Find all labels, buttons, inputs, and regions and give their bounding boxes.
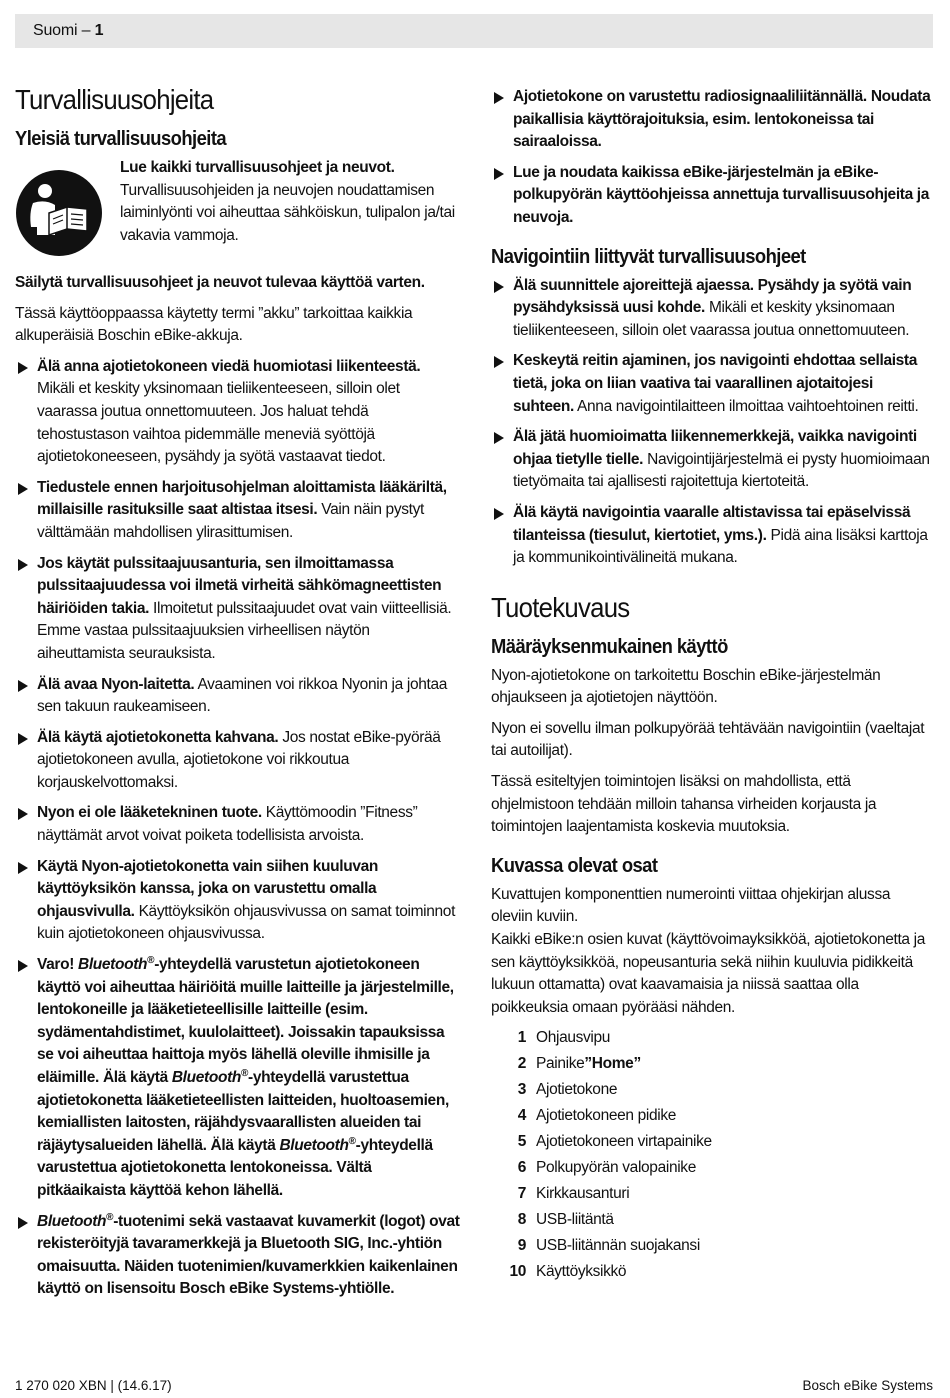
list-item: 4 Ajotietokoneen pidike [517,1107,677,1125]
list-item: 1 Ohjausvipu [517,1029,611,1047]
parts-paragraph-1: Kuvattujen komponenttien numerointi viittaa ohjekirjan alussa oleviin kuviin. [491,885,891,926]
parts-list [491,1027,933,1283]
list-item: 5 Ajotietokoneen virtapainike [517,1133,712,1151]
list-item: Ajotietokone on varustettu radiosignaaliliitännällä. Noudata paikallisia käyttörajoituksia, esim. lentokoneissa tai sairaaloissa. [491,86,933,154]
list-item: 6 Polkupyörän valopainike [517,1159,696,1177]
list-item: Jos käytät pulssitaajuusanturia, sen ilmoittamassa pulssitaajuudessa voi ilmetä virheitä sähkömagneettisten häiriöiden takia. Ilmoitetut pulssitaajuudet ovat vain viitteellisiä. Emme vastaa pulssitaajuuksien virheellisen näytön aiheuttamista seurauksista. [15,553,461,666]
list-item: Älä avaa Nyon-laitetta. Avaaminen voi rikkoa Nyonin ja johtaa sen takuun raukeamiseen. [15,674,461,719]
usage-paragraph-3: Tässä esiteltyjen toimintojen lisäksi on mahdollista, että ohjelmistoon tehdään milloin tahansa virheiden korjausta ja toimintojen laajentamista koskevia muutoksia. [491,773,877,836]
usage-paragraph-2: Nyon ei sovellu ilman polkupyörää tehtävään navigointiin (vaeltajat tai autoilijat). [491,719,925,760]
keep-instructions: Säilytä turvallisuusohjeet ja neuvot tulevaa käyttöä varten. [15,274,425,291]
left-column [15,84,461,1309]
subtitle-general-safety: Yleisiä turvallisuusohjeita [15,128,227,150]
list-item-bluetooth-trademark: Bluetooth®-tuotenimi sekä vastaavat kuvamerkit (logot) ovat rekisteröityjä tavaramerkkejä ja Bluetooth SIG, Inc.-yhtiön omaisuutta. Näiden tuotenimien/kuvamerkkien kaikenlainen käyttö on lisensoitu Bosch eBike Systems-yhtiölle. [15,1211,461,1301]
list-item: Älä suunnittele ajoreittejä ajaessa. Pysähdy ja syötä vain pysähdyksissä uusi kohde. Mikäli et keskity yksinomaan tieliikenteeseen, silloin olet vaarassa joutua onnettomuuteen. [491,275,933,343]
header-separator: – [77,22,95,39]
list-item: Älä jätä huomioimatta liikennemerkkejä, vaikka navigointi ohjaa tietylle tielle. Navigointijärjestelmä ei pysty huomioimaan tietyömaita tai ajallisesti rajoitettuja kiertoteitä. [491,426,933,494]
list-item: Tiedustele ennen harjoitusohjelman aloittamista lääkäriltä, millaisille rasituksille saat altistaa itsesi. Vain näin pystyt välttämään mahdollisen ylirasittumisen. [15,477,461,545]
list-item: Älä anna ajotietokoneen viedä huomiotasi liikenteestä. Mikäli et keskity yksinomaan tieliikenteeseen, silloin olet vaarassa joutua onnettomuuteen. Jos haluat tehdä tehostustason vaihtoa pidemmälle meneviä syöttöjä ajotietokoneeseen, pysähdy ja syötä vastaavat tiedot. [15,356,461,469]
parts-paragraph-2: Kaikki eBike:n osien kuvat (käyttövoimayksikköä, ajotietokonetta ja sen käyttöyksikköä, nopeusanturia sekä niihin kuuluvia pidikkeitä lukuun ottamatta) ovat kaavamaisia ja niissä saattaa olla poikkeuksia omaan pyörääsi nähden. [491,931,926,1016]
header-page-number: 1 [94,22,104,39]
list-item: 9 USB-liitännän suojakansi [517,1237,700,1255]
list-item: 7 Kirkkausanturi [517,1185,630,1203]
header-text [33,22,103,40]
list-item: 3 Ajotietokone [517,1081,618,1099]
section-title-safety: Turvallisuusohjeita [15,84,214,115]
right-column [491,84,933,1287]
subtitle-intended-use: Määräyksenmukainen käyttö [491,635,728,658]
list-item: Nyon ei ole lääketekninen tuote. Käyttömoodin ”Fitness” näyttämät arvot voivat poiketa todellisista arvoista. [15,802,461,847]
safety-bullet-list [15,356,461,1301]
page-header [15,14,933,48]
akku-definition: Tässä käyttöoppaassa käytetty termi ”akku” tarkoittaa kaikkia alkuperäisiä Boschin eBike-akkuja. [15,304,413,345]
header-language: Suomi [33,22,78,39]
subtitle-navigation-safety: Navigointiin liittyvät turvallisuusohjeet [491,245,806,268]
safety-bullet-list-continued [491,86,933,230]
list-item: Keskeytä reitin ajaminen, jos navigointi ehdottaa sellaista tietä, joka on liian vaativa tai vaarallinen ajotaitojesi suhteen. Anna navigointilaitteen ilmoittaa vaihtoehtoinen reitti. [491,350,933,418]
intro-block [15,157,461,262]
usage-paragraph-1: Nyon-ajotietokone on tarkoitettu Boschin eBike-järjestelmän ohjaukseen ja ajotietojen näyttöön. [491,666,881,707]
footer-brand: Bosch eBike Systems [802,1378,933,1393]
read-manual-icon [15,157,120,262]
list-item: Älä käytä navigointia vaaralle altistavissa tai epäselvissä tilanteissa (tiesulut, kiertotiet, yms.). Pidä aina lisäksi karttoja ja kommunikointivälineitä mukana. [491,502,933,570]
list-item: 8 USB-liitäntä [517,1211,614,1229]
intro-paragraph: Lue kaikki turvallisuusohjeet ja neuvot. Turvallisuusohjeiden ja neuvojen noudattamisen laiminlyönti voi aiheuttaa sähköiskun, tulipalon ja/tai vakavia vammoja. [120,159,455,244]
footer-document-number: 1 270 020 XBN | (14.6.17) [15,1378,172,1393]
list-item: 10 Käyttöyksikkö [509,1263,627,1281]
list-item: Älä käytä ajotietokonetta kahvana. Jos nostat eBike-pyörää ajotietokoneen avulla, ajotietokone voi rikkoutua korjauskelvottomaksi. [15,727,461,795]
list-item: 2 Painike ”Home” [517,1055,641,1073]
list-item: Käytä Nyon-ajotietokonetta vain siihen kuuluvan käyttöyksikön kanssa, joka on varustettu omalla ohjausvivulla. Käyttöyksikön ohjausvivussa on samat toiminnot kuin ajotietokoneen ohjausvivussa. [15,856,461,946]
section-title-product: Tuotekuvaus [491,591,630,623]
list-item-bluetooth-warning: Varo! Bluetooth®-yhteydellä varustetun ajotietokoneen käyttö voi aiheuttaa häiriöitä muille laitteille ja järjestelmille, lentokoneille ja lääketieteellisille laitteille (esim. sydämentahdistimet, kuulolaitteet). Joissakin tapauksissa se voi aiheuttaa haittoja myös lähellä oleville ihmisille ja eläimille. Älä käytä Bluetooth®-yhteydellä varustettua ajotietokonetta lääketieteellisten laitteiden, huoltoasemien, kemiallisten laitosten, räjähdysvaarallisten alueiden tai räjäytysalueiden lähellä. Älä käytä Bluetooth®-yhteydellä varustettua ajotietokonetta lentokoneissa. Vältä pitkäaikaista käyttöä kehon lähellä. [15,954,461,1203]
list-item: Lue ja noudata kaikissa eBike-järjestelmän ja eBike-polkupyörän käyttöohjeissa annettuja turvallisuusohjeita ja neuvoja. [491,162,933,230]
navigation-bullet-list [491,275,933,570]
subtitle-parts: Kuvassa olevat osat [491,854,658,877]
